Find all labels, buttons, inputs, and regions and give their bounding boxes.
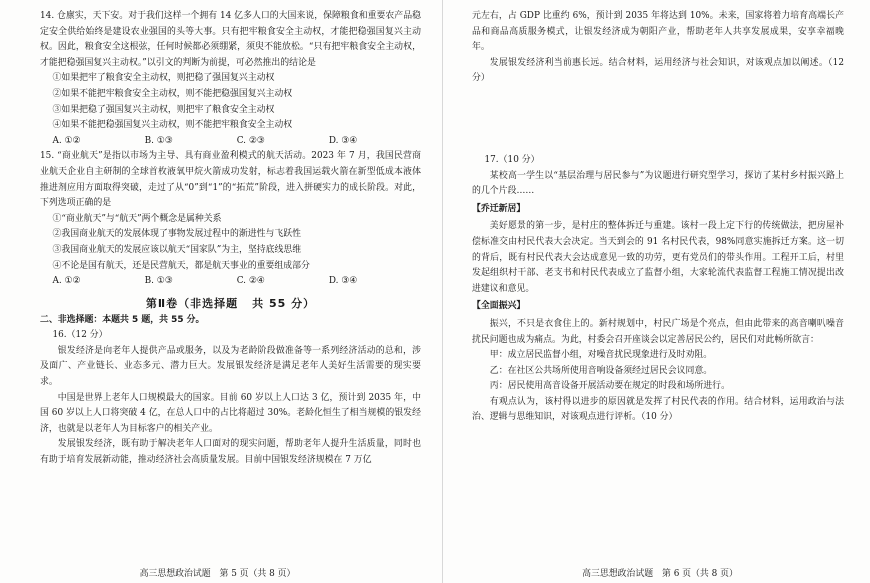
- page-5-footer: 高三思想政治试题 第 5 页（共 8 页）: [139, 569, 296, 579]
- q15-option-1: ①“商业航天”与“航天”两个概念是属种关系: [52, 213, 222, 224]
- q14-option-4: ④如果不能把稳强国复兴主动权，则不能把牢粮食安全主动权: [52, 120, 293, 131]
- q14-choices: [40, 134, 421, 150]
- q17-label: 17.（10 分）: [484, 154, 540, 165]
- q16-paragraph-3: 发展银发经济，既有助于解决老年人口面对的现实问题，帮助老年人提升生活质量，同时也有助于培育发展新动能，推动经济社会高质量发展。目前中国银发经济规模在 7 万亿: [40, 439, 421, 466]
- q14-choice-d: D. ③④: [328, 135, 358, 146]
- q17-paragraph-1: 美好愿景的第一步，是村庄的整体拆迁与重建。该村一段上定下行的传统做法，把房屋补偿标准交由村民代表大会决定。当天到会的 91 名村民代表，98%同意实施拆迁方案。这一切的背后，既有村民代表大会达成意见一致的功劳，更有党员们的带头作用。工程开工后，村里发起组织村干部、老支书和村民代表成立了监督小组，大家轮流代表监督工程施工情况提出改进建议和意见。: [472, 221, 844, 294]
- q14-stem: 14. 仓廪实，天下安。对于我们这样一个拥有 14 亿多人口的大国来说，保障粮食和重要农产品稳定安全供给始终是建设农业强国的头等大事。只有把牢粮食安全主动权，才能把稳强国复兴主动权。因此，粮食安全这根弦，任何时候都必须绷紧，须臾不能放松。“只有把牢粮食安全主动权，才能把稳强国复兴主动权。”以引文的判断为前提，可必然推出的结论是: [40, 11, 421, 68]
- section-2-intro: 二、非选择题：本题共 5 题，共 55 分。: [40, 314, 205, 325]
- q17-paragraph-2: 振兴，不只是衣食住上的。新村规划中，村民广场是个亮点，但由此带来的高音喇叭噪音扰民问题也成为痛点。为此，村委会召开座谈会以定善居民公约，居民们对此畅所欲言：: [472, 318, 844, 345]
- q16-paragraph-1: 银发经济是向老年人提供产品或服务，以及为老龄阶段做准备等一系列经济活动的总和，涉及面广、产业链长、业态多元、潜力巨大。发展银发经济是满足老年人美好生活需要的现实要求。: [40, 345, 421, 388]
- q17-tag-relocation: 【乔迁新居】: [472, 203, 526, 214]
- q14-choice-a: A. ①②: [52, 135, 81, 146]
- question-16: [40, 328, 421, 468]
- q14-option-2: ②如果不能把牢粮食安全主动权，则不能把稳强国复兴主动权: [52, 88, 293, 99]
- q17-opinion-bing: 丙：居民使用高音设备开展活动要在规定的时段和场所进行。: [489, 381, 730, 392]
- q14-choice-b: B. ①③: [144, 135, 173, 146]
- q14-option-3: ③如果把稳了强国复兴主动权，则把牢了粮食安全主动权: [52, 104, 275, 115]
- q17-opinion-yi: 乙：在社区公共场所使用音响设备须经过居民会议同意。: [489, 365, 713, 376]
- section-2-title: [40, 295, 421, 311]
- q14-choice-c: C. ②③: [236, 135, 265, 146]
- q15-option-4: ④不论是国有航天，还是民营航天，都是航天事业的重要组成部分: [52, 260, 310, 271]
- answer-space: [472, 87, 844, 153]
- q16-continued: 元左右，占 GDP 比重约 6%，预计到 2035 年将达到 10%。未来，国家将着力培育高端长产品和商品高质服务模式，让银发经济成为朝阳产业，帮助老年人共享发展成果，安享幸福晚年。: [472, 11, 844, 53]
- question-15: [40, 149, 421, 289]
- q15-choices: [40, 274, 421, 290]
- q15-choice-c: C. ②④: [236, 276, 265, 287]
- q16-task: 发展银发经济利当前惠长远。结合材料，运用经济与社会知识，对该观点加以阐述。（12 分）: [472, 57, 844, 84]
- q17-intro: 某校高一学生以“基层治理与居民参与”为议题进行研究型学习，探访了某村乡村振兴路上的几个片段……: [472, 170, 844, 197]
- q15-option-2: ②我国商业航天的发展体现了事物发展过程中的渐进性与飞跃性: [52, 229, 301, 240]
- page-divider: [442, 0, 443, 583]
- page-6-footer: 高三思想政治试题 第 6 页（共 8 页）: [582, 569, 738, 579]
- question-17: [472, 153, 844, 426]
- section-2-title-points: 共 55 分）: [252, 296, 316, 310]
- q16-label: 16.（12 分）: [52, 330, 108, 341]
- q15-choice-a: A. ①②: [52, 276, 81, 287]
- q15-option-3: ③我国商业航天的发展应该以航天“国家队”为主，坚持底线思维: [52, 244, 302, 255]
- q17-tag-revitalization: 【全面振兴】: [472, 301, 526, 312]
- section-2-title-main: 第Ⅱ卷（非选择题: [145, 296, 239, 310]
- q17-task: 有观点认为，该村得以进步的原因就是发挥了村民代表的作用。结合材料，运用政治与法治、逻辑与思维知识，对该观点进行评析。（10 分）: [472, 396, 844, 423]
- q17-opinion-jia: 甲：成立居民监督小组，对噪音扰民现象进行及时劝阻。: [489, 350, 713, 361]
- q15-choice-d: D. ③④: [328, 276, 358, 287]
- question-14: [40, 9, 421, 149]
- q14-option-1: ①如果把牢了粮食安全主动权，则把稳了强国复兴主动权: [52, 73, 275, 84]
- page-6: [450, 0, 870, 583]
- q15-choice-b: B. ①③: [144, 276, 173, 287]
- q15-stem: 15. “商业航天”是指以市场为主导、具有商业盈利模式的航天活动。2023 年 7 月，我国民营商业航天企业自主研制的全球首枚液氧甲烷火箭成功发射，标志着我国运载火箭在新型低成本液体推进剂应用方面取得突破，走过了从“0”到“1”的“拓荒”阶段，进入拼硬实力的成长阶段。对此，下列选项正确的是: [40, 151, 421, 209]
- q16-paragraph-2: 中国是世界上老年人口规模最大的国家。目前 60 岁以上人口达 3 亿，预计到 2035 年，中国 60 岁以上人口将突破 4 亿，在总人口中的占比将超过 30%。老龄化恒生了相当规模的银发经济，也就是以老年人为目标客户的相关产业。: [40, 392, 421, 434]
